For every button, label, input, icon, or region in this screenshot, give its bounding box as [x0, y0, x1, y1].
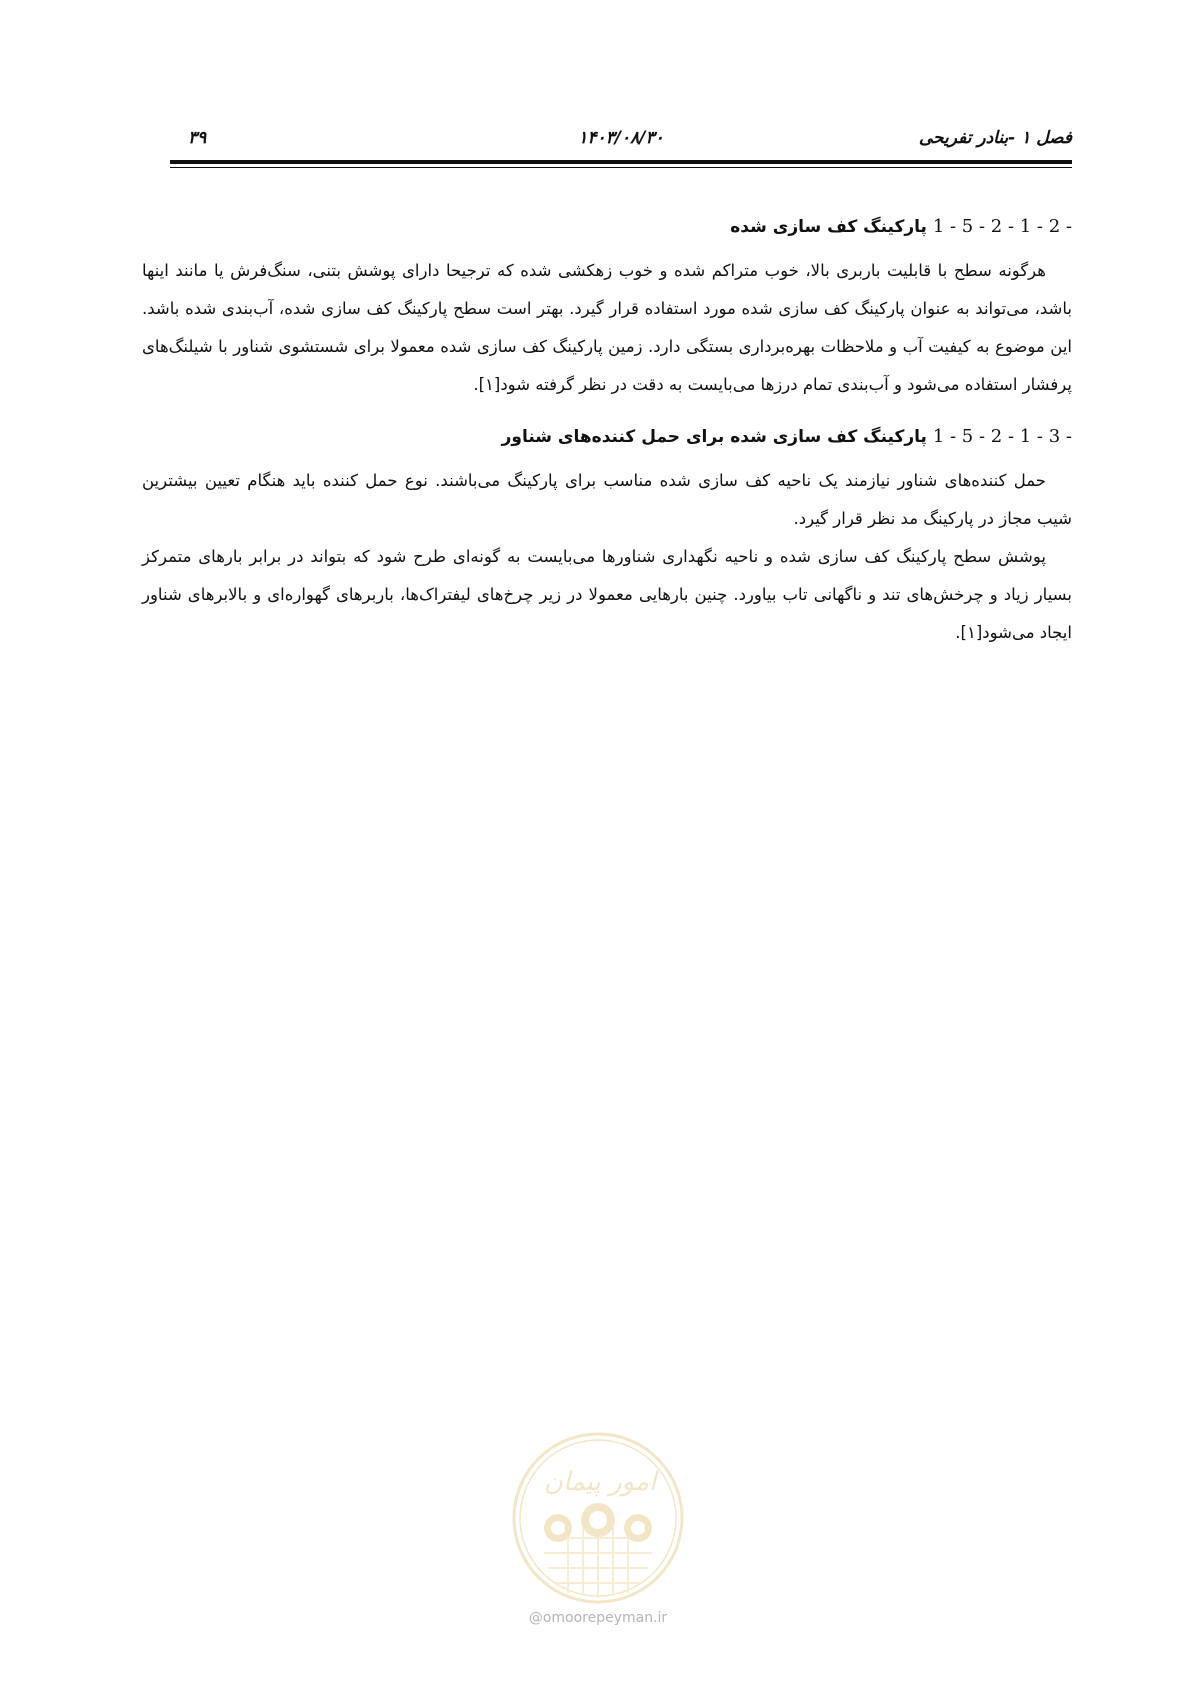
page-number: ۳۹ [188, 128, 207, 148]
header-rule-thin [170, 167, 1072, 168]
watermark-logo-text: امور پیمان [543, 1467, 657, 1497]
watermark-site: @omoorepeyman.ir [528, 1610, 668, 1626]
section-title: پارکینگ کف سازی شده برای حمل کننده‌های شناور [501, 427, 927, 447]
section-number: 1 - 5 - 2 - 1 - 2 - [932, 216, 1072, 237]
watermark-logo [508, 1428, 688, 1608]
paragraph: هرگونه سطح با قابلیت باربری بالا، خوب متراکم شده و خوب زهکشی شده که ترجیحا دارای پوشش بتنی، سنگ‌فرش یا مانند اینها باشد، می‌تواند به عنوان پارکینگ کف سازی شده مورد استفاده قرار گیرد. بهتر است سطح پارکینگ کف سازی شده، آب‌بندی شده باشد. این موضوع به کیفیت آب و ملاحظات بهره‌برداری بستگی دارد. زمین پارکینگ کف سازی شده معمولا برای شستشوی شناور با شیلنگ‌های پرفشار استفاده می‌شود و آب‌بندی تمام درزها می‌بایست به دقت در نظر گرفته شود[۱]. [142, 261, 1072, 394]
section-number: 1 - 5 - 2 - 1 - 3 - [932, 426, 1072, 447]
header-rule-thick [170, 160, 1072, 164]
section-heading [142, 212, 1072, 242]
paragraph: حمل کننده‌های شناور نیازمند یک ناحیه کف سازی شده مناسب برای پارکینگ می‌باشند. نوع حمل کننده باید هنگام تعیین بیشترین شیب مجاز در پارکینگ مد نظر قرار گیرد. [142, 471, 1072, 528]
section-title: پارکینگ کف سازی شده [730, 217, 927, 237]
document-body [142, 212, 1072, 652]
chapter-title: فصل ۱ -بنادر تفریحی [918, 128, 1072, 148]
paragraph: پوشش سطح پارکینگ کف سازی شده و ناحیه نگهداری شناورها می‌بایست به گونه‌ای طرح شود که بتواند در برابر بارهای متمرکز بسیار زیاد و چرخش‌های تند و ناگهانی تاب بیاورد. چنین بارهایی معمولا در زیر چرخ‌های لیفتراک‌ها، باربرهای گهواره‌ای و بالابرهای شناور ایجاد می‌شود[۱]. [142, 547, 1072, 642]
header-date: ۱۴۰۳/۰۸/۳۰ [578, 128, 664, 148]
page-header [170, 128, 1072, 158]
section-heading [142, 422, 1072, 452]
